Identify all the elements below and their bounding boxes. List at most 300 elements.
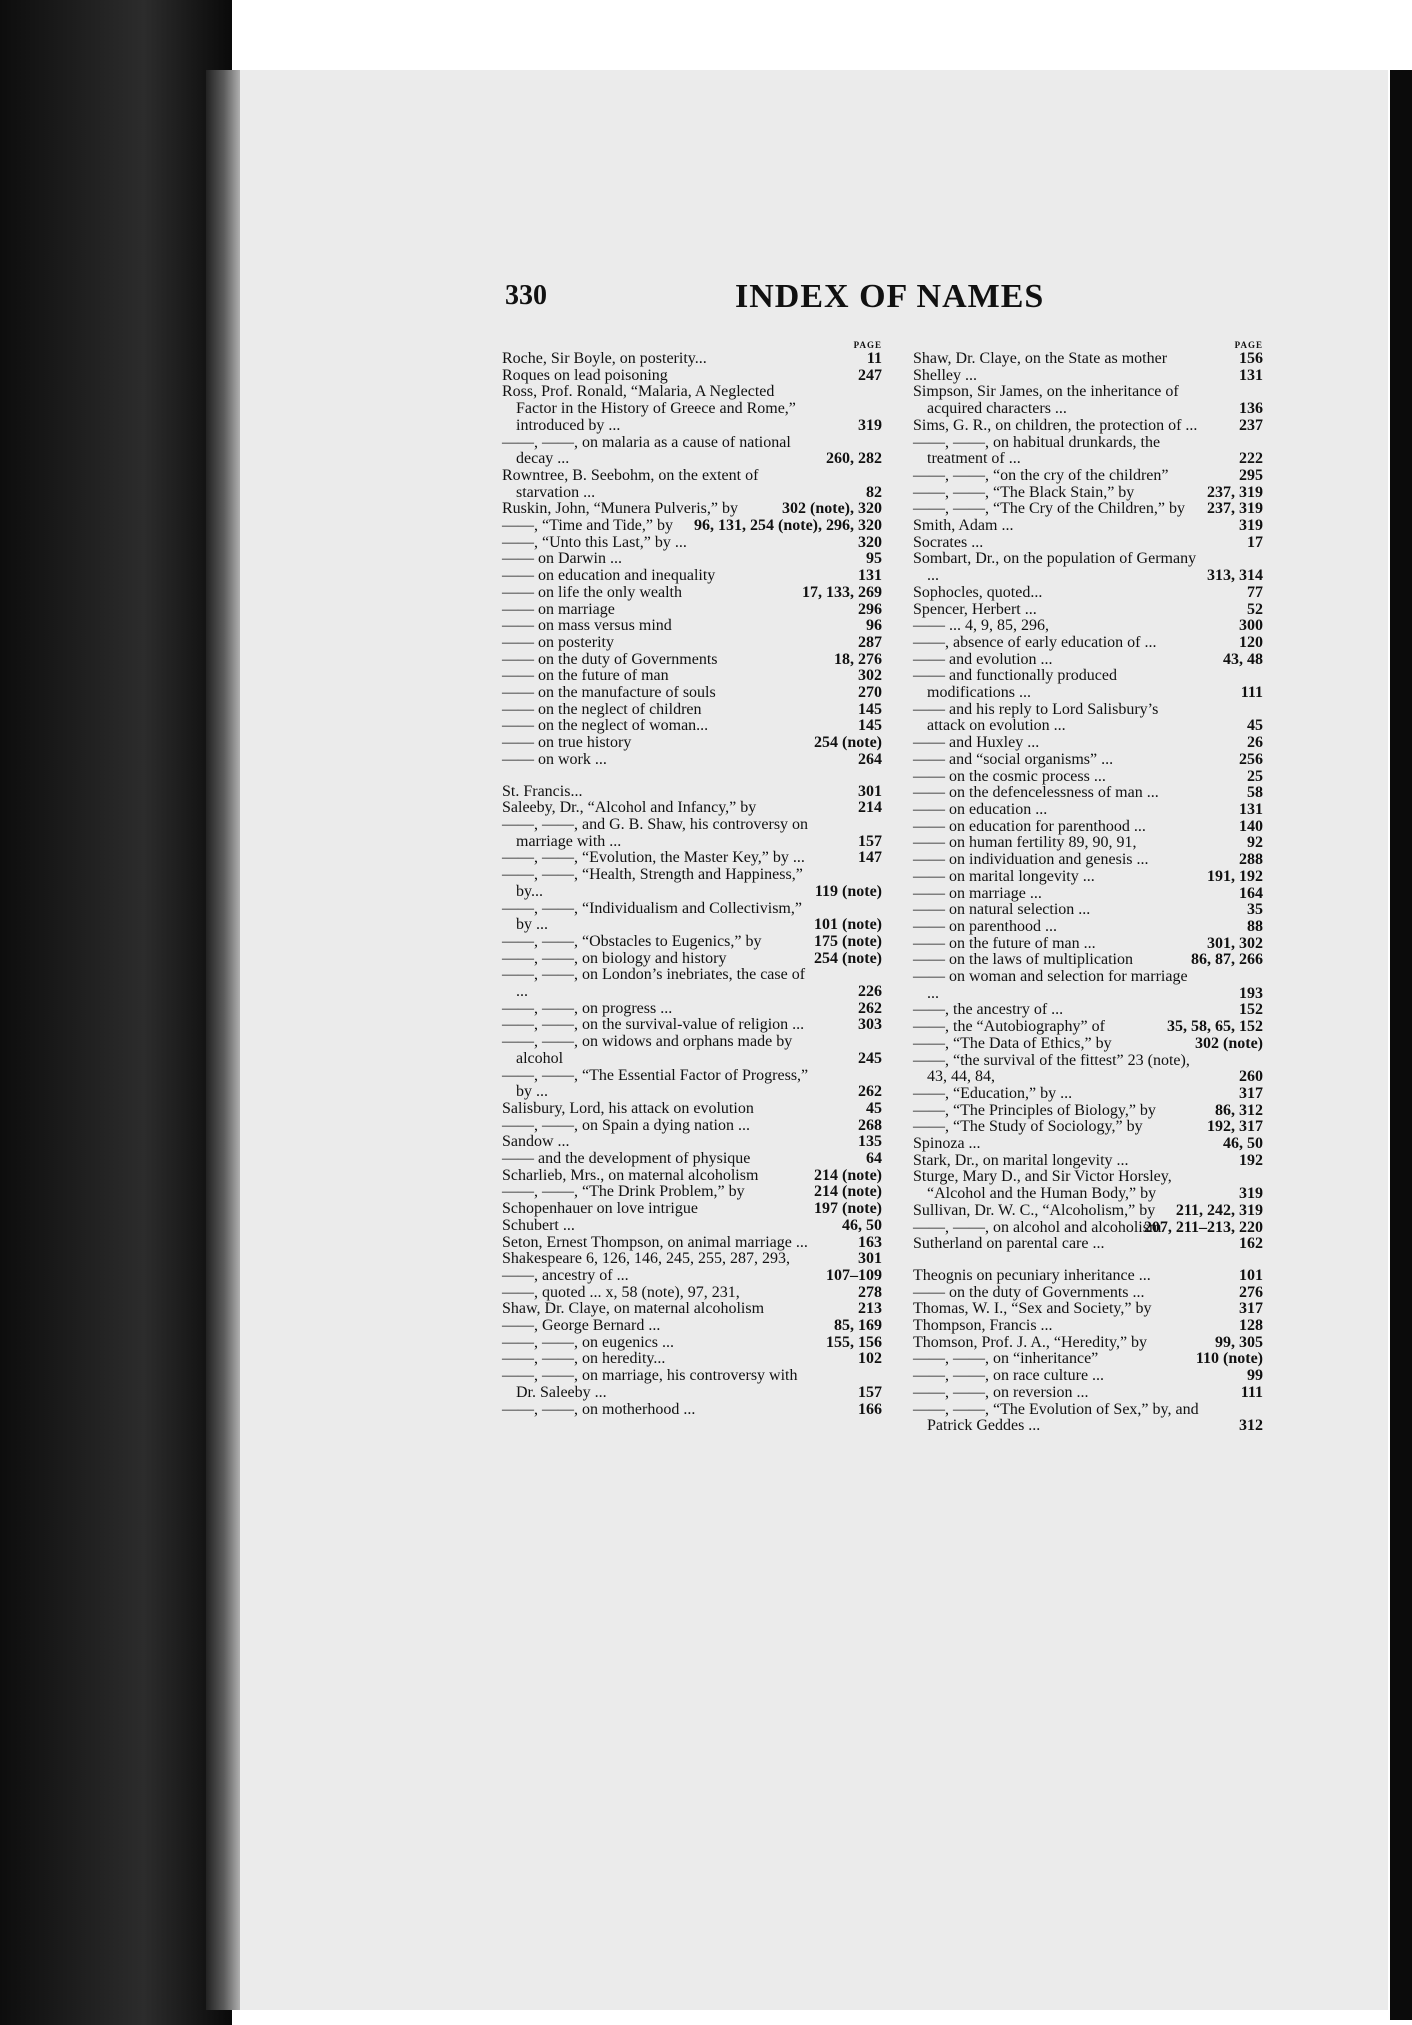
index-entry-text: ——, ——, and G. B. Shaw, his controversy on marriage with ... xyxy=(502,815,809,850)
index-entry-pages: 96 xyxy=(866,617,882,635)
index-entry-pages: 111 xyxy=(1240,684,1263,702)
index-entry-pages: 192 xyxy=(1239,1151,1263,1169)
index-entry-text: —— on true history xyxy=(502,734,632,752)
index-entry-pages: 35, 58, 65, 152 xyxy=(1167,1018,1263,1036)
index-entry-text: ——, ——, “Health, Strength and Happiness,” by... xyxy=(502,866,803,900)
index-entry-text: ——, “The Study of Sociology,” by xyxy=(913,1118,1143,1136)
index-entry-text: ——, ——, on reversion ... xyxy=(913,1383,1089,1401)
index-entry-text: —— on the future of man ... xyxy=(913,934,1096,952)
index-entry-text: ——, ——, “on the cry of the children” xyxy=(913,466,1169,484)
index-entry-pages: 287 xyxy=(858,633,882,651)
index-entry-pages: 276 xyxy=(1239,1283,1263,1301)
index-entry-pages: 319 xyxy=(1239,517,1263,535)
index-entry-text: —— on the neglect of woman... xyxy=(502,717,709,735)
index-entry-text: ——, quoted ... x, 58 (note), 97, 231, xyxy=(502,1283,740,1301)
index-entry-pages: 192, 317 xyxy=(1207,1118,1263,1136)
index-entry-text: ——, “the survival of the fittest” 23 (note), 43, 44, 84, xyxy=(913,1051,1190,1086)
index-entry xyxy=(502,817,882,850)
index-entry-pages: 45 xyxy=(866,1099,882,1117)
index-entry-text: ——, ——, on heredity... xyxy=(502,1350,666,1368)
index-entry xyxy=(913,1169,1263,1202)
index-entry xyxy=(502,368,882,385)
index-entry-pages: 226 xyxy=(858,983,882,1001)
index-entry-pages: 25 xyxy=(1247,767,1263,785)
index-entry xyxy=(502,1101,882,1118)
index-entry-text: Theognis on pecuniary inheritance ... xyxy=(913,1266,1151,1284)
index-entry xyxy=(502,934,882,951)
index-entry xyxy=(913,1368,1263,1385)
index-entry-pages: 214 (note) xyxy=(814,1183,882,1201)
index-entry-pages: 17, 133, 269 xyxy=(802,583,882,601)
index-entry-pages: 26 xyxy=(1247,734,1263,752)
index-entry-text: —— on the future of man xyxy=(502,667,669,685)
index-entry-text: Roche, Sir Boyle, on posterity... xyxy=(502,350,707,367)
index-entry xyxy=(502,1034,882,1067)
index-entry-text: —— on woman and selection for marriage ... xyxy=(913,968,1188,1002)
index-entry xyxy=(913,769,1263,786)
index-column-right xyxy=(913,340,1263,1620)
index-entry-pages: 320 xyxy=(858,533,882,551)
index-entry-pages: 92 xyxy=(1247,834,1263,852)
index-entry-text: ——, ——, “The Drink Problem,” by xyxy=(502,1183,745,1201)
index-entry-pages: 278 xyxy=(858,1283,882,1301)
index-entry xyxy=(913,1153,1263,1170)
index-entry xyxy=(913,602,1263,619)
index-entry xyxy=(502,1201,882,1218)
index-entry-text: ——, “Time and Tide,” by xyxy=(502,517,673,535)
index-entry-pages: 191, 192 xyxy=(1207,867,1263,885)
index-entry xyxy=(913,368,1263,385)
index-entry-text: —— on parenthood ... xyxy=(913,917,1057,935)
index-entry xyxy=(913,485,1263,502)
index-entry-text: Socrates ... xyxy=(913,533,984,551)
index-entry xyxy=(913,1036,1263,1053)
index-entry-text: ——, ——, on eugenics ... xyxy=(502,1333,674,1351)
index-entry-text: ——, “The Data of Ethics,” by xyxy=(913,1034,1112,1052)
index-entry-text: ——, ——, on marriage, his controversy with Dr. Saleeby ... xyxy=(502,1367,798,1401)
index-entry xyxy=(913,1335,1263,1352)
index-entry-pages: 222 xyxy=(1239,450,1263,468)
index-entry-pages: 262 xyxy=(858,999,882,1017)
index-entry-text: —— on mass versus mind xyxy=(502,617,672,635)
index-entry xyxy=(502,618,882,635)
index-entry-text: ——, ancestry of ... xyxy=(502,1266,629,1284)
index-entry xyxy=(913,1053,1263,1086)
index-entry xyxy=(502,1068,882,1101)
index-entry-pages: 300 xyxy=(1239,617,1263,635)
index-entry-pages: 45 xyxy=(1247,717,1263,735)
index-entry-text: ——, ——, on London’s inebriates, the case of ... xyxy=(502,966,806,1001)
index-entry-text: ——, ——, “The Black Stain,” by xyxy=(913,483,1135,501)
index-entry xyxy=(913,735,1263,752)
index-entry-pages: 302 (note) xyxy=(1195,1034,1263,1052)
index-entry-text: ——, “The Principles of Biology,” by xyxy=(913,1101,1156,1119)
index-entry-text: Schopenhauer on love intrigue xyxy=(502,1200,698,1218)
index-entry xyxy=(913,1351,1263,1368)
index-entry xyxy=(502,602,882,619)
index-entry-text: Salisbury, Lord, his attack on evolution xyxy=(502,1099,754,1117)
index-entry-pages: 302 (note), 320 xyxy=(782,500,882,518)
index-entry-text: Thomas, W. I., “Sex and Society,” by xyxy=(913,1300,1152,1318)
index-entry-pages: 136 xyxy=(1239,400,1263,418)
letter-group-gap xyxy=(502,769,882,784)
index-entry-text: —— ... 4, 9, 85, 296, xyxy=(913,617,1049,635)
page-number: 330 xyxy=(505,280,547,311)
index-entry-text: Spencer, Herbert ... xyxy=(913,600,1037,618)
index-entry xyxy=(913,1318,1263,1335)
index-entry-pages: 131 xyxy=(1239,800,1263,818)
index-entry-text: —— and his reply to Lord Salisbury’s attack on evolution ... xyxy=(913,700,1159,735)
index-entry xyxy=(502,501,882,518)
letter-group-gap xyxy=(913,1253,1263,1268)
index-entry-text: ——, ——, on biology and history xyxy=(502,949,727,967)
index-entry-text: Ross, Prof. Ronald, “Malaria, A Neglected Factor in the History of Greece and Rome,” introduced by ... xyxy=(502,383,796,434)
index-entry-text: ——, ——, on motherhood ... xyxy=(502,1400,696,1418)
index-entry xyxy=(502,1168,882,1185)
index-entry-pages: 163 xyxy=(858,1233,882,1251)
index-entry-pages: 147 xyxy=(858,849,882,867)
index-entry xyxy=(913,1002,1263,1019)
index-entry xyxy=(502,800,882,817)
index-entry-text: ——, ——, on alcohol and alcoholism xyxy=(913,1218,1162,1236)
index-entry xyxy=(913,802,1263,819)
index-entry-pages: 43, 48 xyxy=(1223,650,1263,668)
index-entry xyxy=(913,886,1263,903)
index-entry-pages: 319 xyxy=(1239,1185,1263,1203)
index-entry xyxy=(502,951,882,968)
index-entry-text: ——, ——, “Individualism and Collectivism,” by ... xyxy=(502,899,802,934)
index-entry-pages: 213 xyxy=(858,1300,882,1318)
book-spine xyxy=(0,0,232,2025)
index-entry xyxy=(913,1268,1263,1285)
index-entry-text: —— on natural selection ... xyxy=(913,901,1091,919)
index-entry-text: —— on the duty of Governments ... xyxy=(913,1283,1145,1301)
index-entry xyxy=(502,468,882,501)
index-entry-text: —— on the laws of multiplication xyxy=(913,951,1133,969)
index-entry xyxy=(913,384,1263,417)
index-entry xyxy=(913,1086,1263,1103)
index-entry-pages: 85, 169 xyxy=(834,1317,882,1335)
index-entry xyxy=(502,850,882,867)
index-entry xyxy=(913,1402,1263,1435)
index-entry xyxy=(502,551,882,568)
index-entry-text: ——, ——, on the survival-value of religion ... xyxy=(502,1016,805,1034)
index-entry-text: Simpson, Sir James, on the inheritance of acquired characters ... xyxy=(913,383,1179,418)
index-entry-pages: 260, 282 xyxy=(826,450,882,468)
index-entry-text: ——, ——, on widows and orphans made by alcohol xyxy=(502,1033,793,1067)
index-entry xyxy=(502,901,882,934)
index-entry xyxy=(913,702,1263,735)
index-entry-pages: 46, 50 xyxy=(1223,1135,1263,1153)
index-entry-pages: 288 xyxy=(1239,851,1263,869)
index-entry xyxy=(913,435,1263,468)
index-entry xyxy=(913,902,1263,919)
index-entry-text: —— and evolution ... xyxy=(913,650,1053,668)
index-entry-pages: 301 xyxy=(858,1250,882,1268)
index-entry-pages: 247 xyxy=(858,366,882,384)
index-entry-pages: 317 xyxy=(1239,1300,1263,1318)
index-entry-text: Ruskin, John, “Munera Pulveris,” by xyxy=(502,500,738,518)
index-entry-text: ——, ——, on race culture ... xyxy=(913,1367,1105,1385)
index-entry xyxy=(502,535,882,552)
index-entry-text: Roques on lead poisoning xyxy=(502,366,668,384)
index-entry xyxy=(913,835,1263,852)
index-entry xyxy=(913,1301,1263,1318)
index-entry-pages: 166 xyxy=(858,1400,882,1418)
index-entry-text: —— on the defencelessness of man ... xyxy=(913,784,1159,802)
index-entry-pages: 295 xyxy=(1239,466,1263,484)
index-entry-text: —— on the manufacture of souls xyxy=(502,684,716,702)
index-entry xyxy=(502,735,882,752)
index-entry-text: —— on marriage xyxy=(502,600,615,618)
index-entry-pages: 101 xyxy=(1239,1266,1263,1284)
index-entry-pages: 145 xyxy=(858,717,882,735)
index-entry-text: Scharlieb, Mrs., on maternal alcoholism xyxy=(502,1166,759,1184)
index-entry xyxy=(502,585,882,602)
index-entry xyxy=(502,351,882,368)
index-entry xyxy=(913,618,1263,635)
index-entry-text: —— on human fertility 89, 90, 91, xyxy=(913,834,1137,852)
index-entry xyxy=(502,518,882,535)
index-entry-text: —— on life the only wealth xyxy=(502,583,682,601)
index-entry-pages: 162 xyxy=(1239,1235,1263,1253)
index-entry-pages: 110 (note) xyxy=(1195,1350,1263,1368)
index-entry xyxy=(502,867,882,900)
index-entry-pages: 35 xyxy=(1247,901,1263,919)
index-entry-pages: 175 (note) xyxy=(814,932,882,950)
index-entry-pages: 193 xyxy=(1239,984,1263,1002)
index-entry-text: ——, ——, “Evolution, the Master Key,” by ... xyxy=(502,849,805,867)
index-entry-pages: 302 xyxy=(858,667,882,685)
index-entry-pages: 120 xyxy=(1239,633,1263,651)
index-entry-pages: 296 xyxy=(858,600,882,618)
page-column-label: PAGE xyxy=(1234,340,1263,350)
index-entry xyxy=(913,468,1263,485)
index-entry-pages: 119 (note) xyxy=(814,882,882,900)
index-entry-text: —— on posterity xyxy=(502,633,614,651)
page-title: INDEX OF NAMES xyxy=(735,278,1045,315)
index-entry-pages: 140 xyxy=(1239,817,1263,835)
index-entry xyxy=(913,1103,1263,1120)
index-entry xyxy=(913,535,1263,552)
index-entry-pages: 102 xyxy=(858,1350,882,1368)
index-entry xyxy=(502,1001,882,1018)
index-entry xyxy=(502,752,882,769)
index-entry xyxy=(502,967,882,1000)
index-entry xyxy=(913,1385,1263,1402)
index-entry-pages: 237, 319 xyxy=(1207,483,1263,501)
index-entry xyxy=(913,1220,1263,1237)
index-entry xyxy=(913,819,1263,836)
index-entry xyxy=(913,1136,1263,1153)
index-entry xyxy=(502,1151,882,1168)
index-entry xyxy=(913,785,1263,802)
index-entry-text: —— and “social organisms” ... xyxy=(913,750,1114,768)
index-entry-pages: 86, 312 xyxy=(1215,1101,1263,1119)
index-entry-pages: 260 xyxy=(1239,1068,1263,1086)
index-entry xyxy=(502,718,882,735)
index-entry xyxy=(913,1119,1263,1136)
index-entry-pages: 164 xyxy=(1239,884,1263,902)
index-entry-pages: 157 xyxy=(858,1383,882,1401)
index-entry-pages: 95 xyxy=(866,550,882,568)
index-entry-text: —— and Huxley ... xyxy=(913,734,1040,752)
index-entry-text: Stark, Dr., on marital longevity ... xyxy=(913,1151,1129,1169)
index-entry-pages: 245 xyxy=(858,1049,882,1067)
index-entry xyxy=(502,1118,882,1135)
index-entry xyxy=(913,418,1263,435)
index-column-left xyxy=(502,340,882,1620)
index-entry-pages: 313, 314 xyxy=(1207,567,1263,585)
index-entry xyxy=(502,1218,882,1235)
index-entry-pages: 301, 302 xyxy=(1207,934,1263,952)
index-entry-text: ——, ——, “The Cry of the Children,” by xyxy=(913,500,1185,518)
index-entry xyxy=(502,635,882,652)
index-entry xyxy=(502,668,882,685)
index-entry xyxy=(913,852,1263,869)
index-entry-text: ——, ——, on Spain a dying nation ... xyxy=(502,1116,750,1134)
index-entry-pages: 214 xyxy=(858,799,882,817)
index-entry-pages: 319 xyxy=(858,416,882,434)
index-entry-text: ——, “Unto this Last,” by ... xyxy=(502,533,687,551)
index-entry-pages: 131 xyxy=(1239,366,1263,384)
index-entry-text: Shaw, Dr. Claye, on the State as mother xyxy=(913,350,1168,367)
index-entry-pages: 96, 131, 254 (note), 296, 320 xyxy=(694,517,882,535)
index-entry-pages: 157 xyxy=(858,832,882,850)
index-entry-text: —— on education for parenthood ... xyxy=(913,817,1146,835)
index-entry xyxy=(913,1285,1263,1302)
index-entry xyxy=(502,1335,882,1352)
index-entry-text: —— on marital longevity ... xyxy=(913,867,1095,885)
index-entry-pages: 11 xyxy=(866,350,882,367)
index-entry-pages: 237 xyxy=(1239,416,1263,434)
index-entry-text: —— on education ... xyxy=(913,800,1048,818)
index-entry-pages: 270 xyxy=(858,684,882,702)
index-entry-text: —— on work ... xyxy=(502,750,607,768)
index-entry xyxy=(502,435,882,468)
index-entry xyxy=(502,1368,882,1401)
index-entry xyxy=(502,384,882,434)
index-entry-text: ——, ——, on habitual drunkards, the treatment of ... xyxy=(913,433,1161,468)
index-entry-text: Rowntree, B. Seebohm, on the extent of starvation ... xyxy=(502,466,759,501)
index-entry xyxy=(913,936,1263,953)
index-entry-pages: 131 xyxy=(858,567,882,585)
index-entry-text: ——, ——, on progress ... xyxy=(502,999,673,1017)
index-entry xyxy=(913,501,1263,518)
index-entry-pages: 101 (note) xyxy=(814,916,882,934)
index-entry-text: Sims, G. R., on children, the protection of ... xyxy=(913,416,1198,434)
index-entry-text: —— on the cosmic process ... xyxy=(913,767,1106,785)
index-entry-text: Sombart, Dr., on the population of Germany ... xyxy=(913,550,1197,585)
index-entry-pages: 312 xyxy=(1239,1417,1263,1435)
index-entry xyxy=(502,1251,882,1268)
index-entry-text: Schubert ... xyxy=(502,1216,575,1234)
right-page-edge xyxy=(1390,70,1412,2020)
index-entry-pages: 303 xyxy=(858,1016,882,1034)
index-entry-text: —— on education and inequality xyxy=(502,567,716,585)
index-entry-text: Sophocles, quoted... xyxy=(913,583,1043,601)
index-entry xyxy=(913,752,1263,769)
index-entry-pages: 262 xyxy=(858,1083,882,1101)
index-entry-text: Saleeby, Dr., “Alcohol and Infancy,” by xyxy=(502,799,757,817)
index-entry-text: ——, ——, on malaria as a cause of national decay ... xyxy=(502,433,791,468)
index-entry xyxy=(913,635,1263,652)
index-entry xyxy=(502,1017,882,1034)
index-entry-text: ——, absence of early education of ... xyxy=(913,633,1157,651)
index-entry-pages: 18, 276 xyxy=(834,650,882,668)
index-entry xyxy=(913,551,1263,584)
index-entry xyxy=(913,585,1263,602)
index-entry xyxy=(502,652,882,669)
index-entry-pages: 207, 211–213, 220 xyxy=(1143,1218,1263,1236)
index-entry-text: ——, ——, “Obstacles to Eugenics,” by xyxy=(502,932,762,950)
index-entry xyxy=(502,568,882,585)
index-entry-text: —— and functionally produced modifications ... xyxy=(913,667,1117,702)
page-column-label: PAGE xyxy=(853,340,882,350)
index-entry-text: Sturge, Mary D., and Sir Victor Horsley, “Alcohol and the Human Body,” by xyxy=(913,1168,1172,1203)
index-entry xyxy=(502,1268,882,1285)
index-entry-pages: 128 xyxy=(1239,1317,1263,1335)
index-entry-text: Spinoza ... xyxy=(913,1135,981,1153)
index-entry xyxy=(502,1301,882,1318)
index-entry xyxy=(913,1203,1263,1220)
index-entry xyxy=(913,969,1263,1002)
index-entry-pages: 254 (note) xyxy=(814,949,882,967)
page-header xyxy=(505,280,1205,322)
index-entry xyxy=(913,869,1263,886)
index-entry xyxy=(502,1134,882,1151)
index-entry-text: Sutherland on parental care ... xyxy=(913,1235,1105,1253)
index-entry-pages: 197 (note) xyxy=(814,1200,882,1218)
index-entry xyxy=(913,952,1263,969)
index-entry-text: Shelley ... xyxy=(913,366,977,384)
index-entry-text: Shakespeare 6, 126, 146, 245, 255, 287, 293, xyxy=(502,1250,790,1268)
index-entry-text: ——, ——, “The Evolution of Sex,” by, and Patrick Geddes ... xyxy=(913,1400,1199,1435)
index-entry-text: Shaw, Dr. Claye, on maternal alcoholism xyxy=(502,1300,765,1318)
index-entry xyxy=(502,1235,882,1252)
index-entry xyxy=(502,1351,882,1368)
index-entry xyxy=(502,1402,882,1419)
index-entry-text: St. Francis... xyxy=(502,782,583,800)
index-entry-text: ——, George Bernard ... xyxy=(502,1317,661,1335)
index-entry-pages: 211, 242, 319 xyxy=(1175,1201,1263,1219)
index-entry-text: ——, ——, “The Essential Factor of Progress,” by ... xyxy=(502,1066,809,1101)
index-entry-text: Sandow ... xyxy=(502,1133,570,1151)
index-entry-text: —— on the duty of Governments xyxy=(502,650,718,668)
index-entry-text: Thomson, Prof. J. A., “Heredity,” by xyxy=(913,1333,1148,1351)
index-entry-pages: 214 (note) xyxy=(814,1166,882,1184)
index-entry-pages: 268 xyxy=(858,1116,882,1134)
index-entry xyxy=(913,668,1263,701)
index-entry-pages: 254 (note) xyxy=(814,734,882,752)
index-entry-pages: 155, 156 xyxy=(826,1333,882,1351)
index-entry xyxy=(502,702,882,719)
index-entry-pages: 88 xyxy=(1247,917,1263,935)
index-entry-text: —— on the neglect of children xyxy=(502,700,702,718)
index-entry-text: —— on marriage ... xyxy=(913,884,1042,902)
index-entry-pages: 99, 305 xyxy=(1215,1333,1263,1351)
index-entry-text: Seton, Ernest Thompson, on animal marriage ... xyxy=(502,1233,808,1251)
index-entry-text: Thompson, Francis ... xyxy=(913,1317,1053,1335)
index-entry-text: ——, the ancestry of ... xyxy=(913,1001,1064,1019)
index-entry-pages: 17 xyxy=(1247,533,1263,551)
index-entry-text: Smith, Adam ... xyxy=(913,517,1014,535)
index-entry-text: Sullivan, Dr. W. C., “Alcoholism,” by xyxy=(913,1201,1156,1219)
index-entry-text: ——, the “Autobiography” of xyxy=(913,1018,1105,1036)
index-entry xyxy=(502,1318,882,1335)
index-entry-pages: 317 xyxy=(1239,1084,1263,1102)
index-entry-pages: 58 xyxy=(1247,784,1263,802)
